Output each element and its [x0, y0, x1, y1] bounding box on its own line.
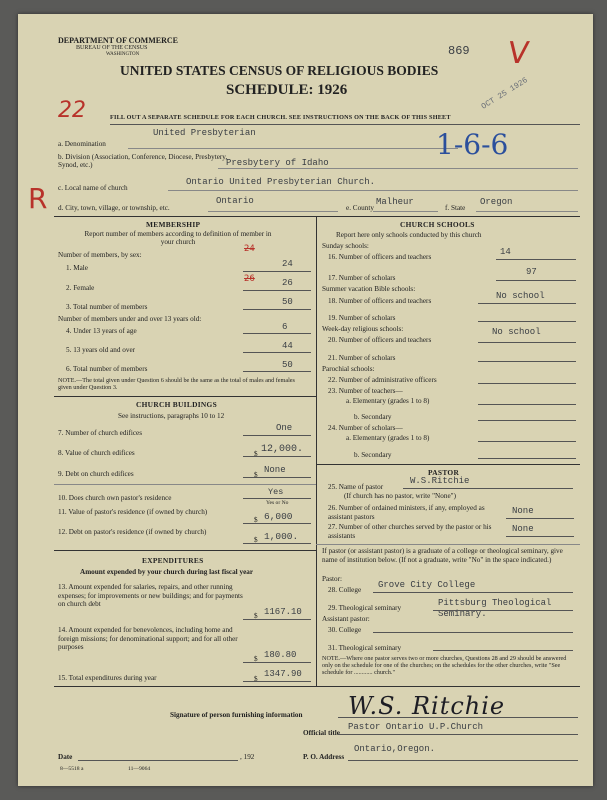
q11-dollar: $ [254, 516, 258, 524]
q9-value: None [264, 465, 286, 475]
q13-label: 13. Amount expended for salaries, repairs, and other running expenses; for improvements or new buildings; and for payments on church debt [58, 583, 243, 608]
q25-label: 25. Name of pastor [328, 483, 384, 491]
q12-value: 1,000. [264, 531, 299, 542]
pastor-title: PASTOR [428, 468, 460, 477]
official-title-value: Pastor Ontario U.P.Church [348, 722, 484, 732]
age-label: Number of members under and over 13 years old: [58, 315, 202, 323]
q5-value: 44 [282, 341, 293, 351]
signature-label: Signature of person furnishing information [170, 711, 303, 719]
q23a-label: a. Elementary (grades 1 to 8) [346, 397, 430, 405]
buildings-title: CHURCH BUILDINGS [136, 400, 217, 409]
q4-label: 4. Under 13 years of age [66, 327, 137, 335]
q1-value: 24 [282, 259, 293, 269]
q4-value: 6 [282, 322, 288, 332]
q11-label: 11. Value of pastor's residence (if owned by church) [58, 508, 208, 516]
q6-label: 6. Total number of members [66, 365, 148, 373]
buildings-subtitle: See instructions, paragraphs 10 to 12 [118, 412, 225, 420]
q30-label: 30. College [328, 626, 362, 634]
parochial-label: Parochial schools: [322, 365, 375, 373]
q7-value: One [276, 423, 293, 433]
schools-title: CHURCH SCHOOLS [400, 220, 475, 229]
q2-value: 26 [282, 278, 293, 288]
form-code-2: 11—9064 [128, 766, 151, 772]
date-label: Date [58, 753, 73, 761]
q13-value: 1167.10 [264, 607, 302, 617]
denomination-label: a. Denomination [58, 140, 106, 148]
q28-value: Grove City College [378, 580, 476, 590]
q14-value: 180.80 [264, 650, 297, 660]
q12-label: 12. Debt on pastor's residence (if owned by church) [58, 528, 207, 536]
q12-dollar: $ [254, 536, 258, 544]
summer-label: Summer vacation Bible schools: [322, 285, 416, 293]
q26-label: 26. Number of ordained ministers, if any, employed as assistant pastors [328, 504, 485, 521]
weekday-label: Week-day religious schools: [322, 325, 404, 333]
q8-value: 12,000. [261, 444, 304, 455]
q15-value: 1347.90 [264, 669, 302, 679]
assistant-subheading: Assistant pastor: [322, 615, 370, 623]
q22-label: 22. Number of administrative officers [328, 376, 437, 384]
membership-title: MEMBERSHIP [146, 220, 201, 229]
q15-label: 15. Total expenditures during year [58, 674, 157, 682]
q21-label: 21. Number of scholars [328, 354, 396, 362]
division-label: b. Division (Association, Conference, Diocese, Presbytery, Synod, etc.) [58, 153, 228, 169]
address-label: P. O. Address [303, 753, 345, 761]
q24-label: 24. Number of scholars— [328, 424, 403, 432]
q2-label: 2. Female [66, 284, 95, 292]
membership-note: NOTE.—The total given under Question 6 should be the same as the total of males and females given under Question 3. [58, 377, 295, 391]
state-label: f. State [445, 204, 466, 212]
q19-label: 19. Number of scholars [328, 314, 396, 322]
received-date-stamp: OCT 25 1926 [480, 76, 530, 112]
q9-dollar: $ [254, 471, 258, 479]
q27-value: None [512, 524, 534, 534]
city-value: Ontario [216, 196, 254, 206]
expenditures-title: EXPENDITURES [142, 556, 204, 565]
expenditures-subtitle: Amount expended by your church during last fiscal year [80, 568, 254, 576]
bureau-label: BUREAU OF THE CENSUS [76, 45, 148, 51]
city-label: WASHINGTON [106, 52, 140, 57]
q25-hint: (If church has no pastor, write "None") [344, 492, 456, 500]
q29-label: 29. Theological seminary [328, 604, 402, 612]
q25-value: W.S.Ritchie [410, 476, 470, 486]
instruction-line: FILL OUT A SEPARATE SCHEDULE FOR EACH CHURCH. SEE INSTRUCTIONS ON THE BACK OF THIS SHEET [110, 114, 451, 121]
check-mark-v: V [505, 36, 531, 71]
church-name-label: c. Local name of church [58, 184, 128, 192]
q6-value: 50 [282, 360, 293, 370]
schools-subtitle: Report here only schools conducted by this church [336, 231, 482, 239]
denomination-value: United Presbyterian [153, 128, 256, 138]
form-title: UNITED STATES CENSUS OF RELIGIOUS BODIES [120, 63, 439, 78]
date-year: , 192 [240, 753, 255, 761]
sunday-label: Sunday schools: [322, 242, 369, 250]
church-name-value: Ontario United Presbyterian Church. [186, 177, 376, 187]
q24b-label: b. Secondary [354, 451, 392, 459]
female-struck-value: 26 [244, 274, 255, 284]
department-label: DEPARTMENT OF COMMERCE [58, 36, 179, 45]
handwritten-22: 22 [58, 98, 86, 123]
q20-label: 20. Number of officers and teachers [328, 336, 432, 344]
q14-label: 14. Amount expended for benevolences, including home and foreign missions; for denominational support; and for all other purposes [58, 626, 238, 651]
q8-dollar: $ [254, 450, 258, 458]
q31-label: 31. Theological seminary [328, 644, 402, 652]
county-value: Malheur [376, 197, 414, 207]
q14-dollar: $ [254, 655, 258, 663]
handwritten-r: R [28, 182, 48, 215]
q1-label: 1. Male [66, 264, 88, 272]
q9-label: 9. Debt on church edifices [58, 470, 134, 478]
q23-label: 23. Number of teachers— [328, 387, 403, 395]
q16-value: 14 [500, 247, 511, 257]
q20-value: No school [492, 327, 541, 337]
q29-value: Pittsburg Theological Seminary. [438, 598, 552, 619]
city-field-label: d. City, town, village, or township, etc. [58, 204, 170, 212]
q3-value: 50 [282, 297, 293, 307]
college-note: If pastor (or assistant pastor) is a graduate of a college or theological seminary, give name of institution below. (If not a graduate, write "No" in the space indicated.) [322, 547, 563, 564]
q27-label: 27. Number of other churches served by the pastor or his assistants [328, 523, 492, 540]
division-value: Presbytery of Idaho [226, 158, 329, 168]
q23b-label: b. Secondary [354, 413, 392, 421]
q16-label: 16. Number of officers and teachers [328, 253, 432, 261]
q11-value: 6,000 [264, 511, 293, 522]
q17-value: 97 [526, 267, 537, 277]
census-schedule-form [18, 14, 593, 786]
form-code: 8—5518 a [60, 766, 84, 772]
q7-label: 7. Number of church edifices [58, 429, 143, 437]
signature-value: W.S. Ritchie [348, 692, 506, 720]
q3-label: 3. Total number of members [66, 303, 148, 311]
q10-label: 10. Does church own pastor's residence [58, 494, 172, 502]
by-sex-label: Number of members, by sex: [58, 251, 142, 259]
q8-label: 8. Value of church edifices [58, 449, 135, 457]
q10-value: Yes [268, 487, 284, 497]
state-value: Oregon [480, 197, 513, 207]
q5-label: 5. 13 years old and over [66, 346, 136, 354]
official-title-label: Official title [303, 729, 340, 737]
q18-label: 18. Number of officers and teachers [328, 297, 432, 305]
q15-dollar: $ [254, 675, 258, 683]
q10-hint: Yes or No [266, 500, 289, 506]
pastor-subheading: Pastor: [322, 575, 342, 583]
male-struck-value: 24 [244, 244, 255, 254]
q17-label: 17. Number of scholars [328, 274, 396, 282]
county-label: e. County [346, 204, 374, 212]
address-value: Ontario,Oregon. [354, 744, 436, 754]
q26-value: None [512, 506, 534, 516]
pastor-note: NOTE.—Where one pastor serves two or more churches, Questions 28 and 29 should be answered only on the schedule for one of the churches; on the schedules for the other churches, write "See schedule for ............ church." [322, 655, 567, 676]
q28-label: 28. College [328, 586, 362, 594]
schedule-title: SCHEDULE: 1926 [226, 82, 348, 98]
membership-subtitle: Report number of members according to definition of member in your church [84, 230, 272, 246]
q13-dollar: $ [254, 612, 258, 620]
handwritten-code: 1-6-6 [436, 128, 509, 161]
q18-value: No school [496, 291, 545, 301]
q24a-label: a. Elementary (grades 1 to 8) [346, 434, 430, 442]
form-number: 869 [448, 44, 470, 58]
